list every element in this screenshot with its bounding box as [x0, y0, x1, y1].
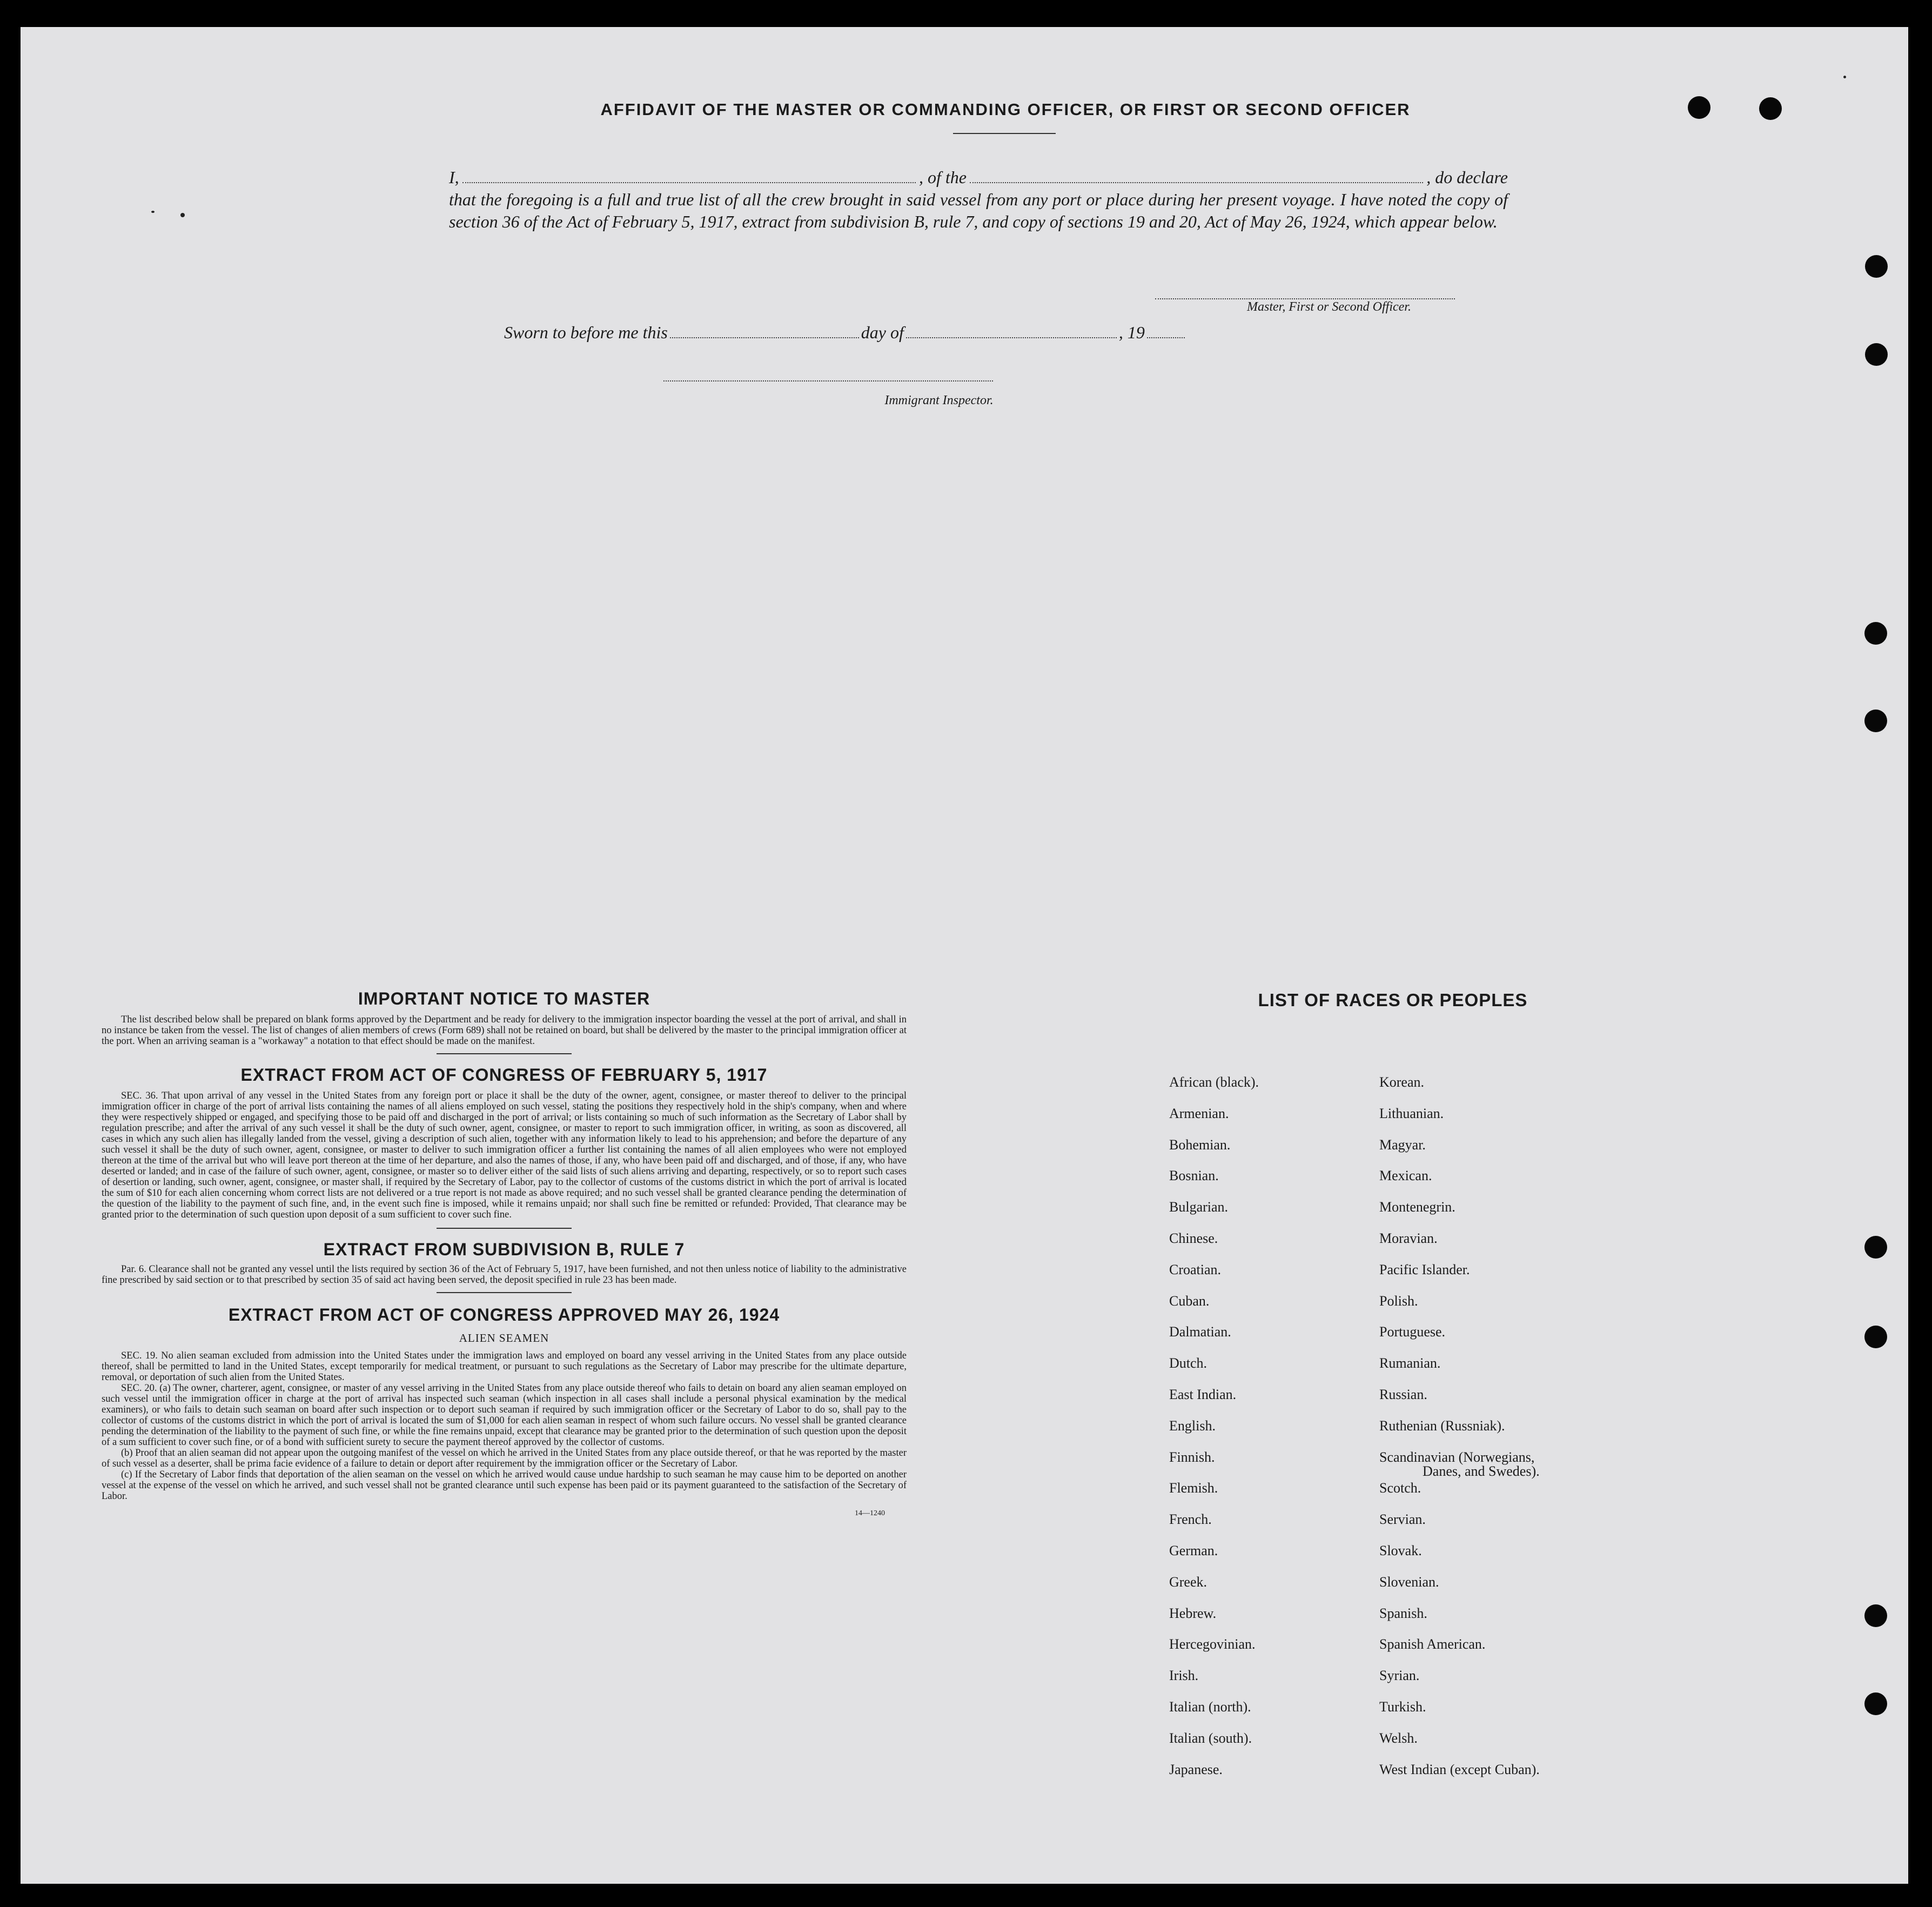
list-item: Portuguese. [1379, 1324, 1446, 1340]
title-rule [953, 133, 1056, 134]
list-item: Dutch. [1169, 1355, 1208, 1371]
list-item: Syrian. [1379, 1668, 1420, 1684]
list-item: Magyar. [1379, 1136, 1426, 1153]
notices-column [102, 989, 907, 1518]
list-item: Russian. [1379, 1386, 1427, 1402]
list-item: Bosnian. [1169, 1168, 1219, 1184]
list-item: Spanish. [1379, 1605, 1427, 1621]
list-item: Croatian. [1169, 1261, 1222, 1277]
sec-20a-text: SEC. 20. (a) The owner, charterer, agent, consignee, or master of any vessel arriving in the United States from any place outside thereof who fails to detain on board any alien seaman employed on such vessel until the immigration officer in charge at the port of arrival has inspected such seaman (which inspection in all cases shall include a personal physical examination by the medical examiners), or who fails to detain such seaman on board after such inspection or to deport such seaman if required by such immigration officer or the Secretary of Labor to do so, shall pay to the collector of customs of the customs district in which the port of arrival is located the sum of $1,000 for each alien seaman in respect of whom such failure occurs. No vessel shall be granted clearance pending the determination of the liability to the payment of such fine, or while the fine remains unpaid, except that clearance may be granted prior to the determination of such question upon the deposit of a sum sufficient to cover such fine, or of a bond with sufficient surety to secure the payment thereof approved by the collector of customs. [102, 1383, 907, 1448]
list-item: Greek. [1169, 1574, 1208, 1590]
declarant-name-field[interactable] [462, 182, 916, 183]
declaration-line [449, 166, 1508, 189]
list-item: Spanish American. [1379, 1636, 1486, 1652]
list-item: English. [1169, 1417, 1216, 1434]
list-item-scandinavian [1379, 1450, 1540, 1482]
list-item: Irish. [1169, 1668, 1199, 1684]
list-item: Korean. [1379, 1074, 1425, 1090]
scandinavian-line-2: Danes, and Swedes). [1423, 1463, 1540, 1479]
section-divider [437, 1292, 572, 1293]
section-divider [437, 1053, 572, 1054]
list-item: Montenegrin. [1379, 1199, 1455, 1215]
list-item: Hebrew. [1169, 1605, 1217, 1621]
sec-19-text: SEC. 19. No alien seaman excluded from admission into the United States under the immigration laws and employed on board any vessel arriving in the United States from any place outside thereof, shall be permitted to land in the United States, except temporarily for medical treatment, or pursuant to such regulations as the Secretary of Labor may prescribe for the ultimate departure, removal, or deportation of such alien from the United States. [102, 1350, 907, 1383]
punch-hole [1864, 1236, 1887, 1259]
list-item: East Indian. [1169, 1386, 1237, 1402]
declarant-prefix: I, [449, 168, 459, 187]
ink-speck [1843, 76, 1846, 78]
list-item: Japanese. [1169, 1761, 1223, 1777]
list-item: German. [1169, 1542, 1218, 1558]
inspector-label: Immigrant Inspector. [884, 393, 994, 407]
list-item: Mexican. [1379, 1168, 1432, 1184]
list-item: Ruthenian (Russniak). [1379, 1417, 1505, 1434]
punch-hole [1864, 1604, 1887, 1627]
races-right-column [1379, 1075, 1540, 1794]
list-item: French. [1169, 1511, 1212, 1528]
list-item: Bohemian. [1169, 1136, 1231, 1153]
sec-20c-text: (c) If the Secretary of Labor finds that deportation of the alien seaman on the vessel on which he arrived would cause undue hardship to such seaman he may cause him to be deported on another vessel at the expense of the vessel on which he arrived, and such vessel shall not be granted clearance until such expense has been paid or its payment guaranteed to the satisfaction of the Secretary of Labor. [102, 1469, 907, 1502]
list-item: Polish. [1379, 1293, 1418, 1309]
list-item: Chinese. [1169, 1230, 1218, 1246]
punch-hole [1688, 96, 1710, 119]
list-item: Bulgarian. [1169, 1199, 1229, 1215]
list-item: Pacific Islander. [1379, 1261, 1470, 1277]
list-item: West Indian (except Cuban). [1379, 1761, 1540, 1777]
list-item: Turkish. [1379, 1698, 1426, 1715]
punch-hole [1864, 710, 1887, 732]
list-item: African (black). [1169, 1074, 1259, 1090]
list-item: Cuban. [1169, 1293, 1210, 1309]
list-item: Italian (north). [1169, 1698, 1251, 1715]
scandinavian-line-1: Scandinavian (Norwegians, [1379, 1449, 1535, 1465]
day-field[interactable] [670, 337, 859, 338]
list-item: Servian. [1379, 1511, 1426, 1528]
form-number: 14—1240 [855, 1509, 885, 1517]
punch-hole [1865, 255, 1888, 278]
extract-1917-title: EXTRACT FROM ACT OF CONGRESS OF FEBRUARY 5, 1917 [240, 1065, 768, 1085]
punch-hole [1864, 1692, 1887, 1715]
year-prefix: , 19 [1118, 323, 1145, 342]
inspector-signature-line[interactable] [663, 380, 993, 382]
notice-text: The list described below shall be prepared on blank forms approved by the Department and be ready for delivery to the immigration inspector boarding the vessel at the port of arrival, and shall in no instance be taken from the vessel. The list of changes of alien members of crews (Form 689) shall not be retained on board, but shall be delivered by the master to the principal immigration officer at the port. When an arriving seaman is a "workaway" a notation to that effect should be made on the manifest. [102, 1014, 907, 1047]
list-item: Welsh. [1379, 1730, 1418, 1746]
races-left-column [1169, 1075, 1259, 1794]
sworn-line [504, 323, 1187, 343]
notice-title: IMPORTANT NOTICE TO MASTER [358, 989, 650, 1008]
affidavit-text [449, 166, 1508, 233]
list-item: Slovak. [1379, 1542, 1422, 1558]
sworn-prefix: Sworn to before me this [504, 323, 668, 342]
year-field[interactable] [1147, 337, 1185, 338]
list-item: Moravian. [1379, 1230, 1438, 1246]
list-item: Armenian. [1169, 1105, 1229, 1121]
list-item: Slovenian. [1379, 1574, 1439, 1590]
punch-hole [1864, 1326, 1887, 1348]
sec-20b-text: (b) Proof that an alien seaman did not appear upon the outgoing manifest of the vessel on which he arrived in the United States from any place outside thereof, or that he was reported by the master of such vessel as a deserter, shall be prima facie evidence of a failure to detain or deport after requirement by the immigration officer or the Secretary of Labor. [102, 1448, 907, 1469]
vessel-name-field[interactable] [970, 182, 1423, 183]
vessel-prefix: , of the [918, 168, 967, 187]
ink-speck [151, 211, 155, 213]
list-item: Finnish. [1169, 1449, 1215, 1465]
form-page [21, 27, 1908, 1884]
list-item: Flemish. [1169, 1480, 1218, 1496]
subdivision-b-text: Par. 6. Clearance shall not be granted any vessel until the lists required by section 36 of the Act of February 5, 1917, have been furnished, and not then unless notice of liability to the administrative fine prescribed by said section or to that prescribed by section 35 of said act having been served, the deposit specified in rule 23 has been made. [102, 1264, 907, 1286]
list-item: Scotch. [1379, 1480, 1421, 1496]
day-of-label: day of [861, 323, 904, 342]
section-divider [437, 1228, 572, 1229]
affidavit-body: that the foregoing is a full and true list of all the crew brought in said vessel from any port or place during her present voyage. I have noted the copy of section 36 of the Act of February 5, 1917, extract from subdivision B, rule 7, and copy of sections 19 and 20, Act of May 26, 1924, which appear below. [449, 190, 1508, 231]
alien-seamen-subtitle: ALIEN SEAMEN [459, 1331, 549, 1344]
punch-hole [1864, 622, 1887, 645]
month-field[interactable] [906, 337, 1117, 338]
extract-1924-title: EXTRACT FROM ACT OF CONGRESS APPROVED MAY 26, 1924 [228, 1305, 780, 1324]
ink-speck [180, 213, 185, 217]
punch-hole [1759, 97, 1782, 120]
list-item: Italian (south). [1169, 1730, 1252, 1746]
punch-hole [1865, 343, 1888, 366]
signature-label: Master, First or Second Officer. [1247, 300, 1411, 314]
races-title: LIST OF RACES OR PEOPLES [1258, 990, 1528, 1010]
list-item: Dalmatian. [1169, 1324, 1231, 1340]
list-item: Rumanian. [1379, 1355, 1441, 1371]
extract-1917-text: SEC. 36. That upon arrival of any vessel in the United States from any foreign port or place it shall be the duty of the owner, agent, consignee, or master thereof to deliver to the principal immigration officer in charge of the port of arrival lists containing the names of all aliens employed on such vessel, stating the positions they respectively hold in the ship's company, when and where they were respectively shipped or engaged, and specifying those to be paid off and discharged in the port of arrival; or lists containing so much of such information as the Secretary of Labor shall by regulation prescribe; and after the arrival of any such vessel it shall be the duty of such owner, agent, consignee, or master to report to such immigration officer, in writing, as soon as discovered, all cases in which any such alien has illegally landed from the vessel, giving a description of such alien, together with any information likely to lead to his apprehension; and before the departure of any such vessel it shall be the duty of such owner, agent, consignee, or master to deliver to such immigration officer a further list containing the names of all alien employees who were not employed thereon at the time of the arrival but who will leave port thereon at the time of her departure, and also the names of those, if any, who have been paid off and discharged, and of those, if any, who have deserted or landed; and in case of the failure of such owner, agent, consignee, or master so to deliver either of the said lists of such aliens arriving and departing, respectively, or so to report such cases of desertion or landing, such owner, agent, consignee, or master shall, if required by the Secretary of Labor, pay to the collector of customs of the customs district in which the port of arrival is located the sum of $10 for each alien concerning whom correct lists are not delivered or a true report is not made as above required; and no such vessel shall be granted clearance pending the determination of the question of the liability to the payment of such fine, and, in the event such fine is imposed, while it remains unpaid; nor shall such fine be remitted or refunded: Provided, That clearance may be granted prior to the determination of such question upon deposit of a sum sufficient to cover such fine. [102, 1090, 907, 1220]
list-item: Lithuanian. [1379, 1105, 1444, 1121]
list-item: Hercegovinian. [1169, 1636, 1256, 1652]
affidavit-title: AFFIDAVIT OF THE MASTER OR COMMANDING OFFICER, OR FIRST OR SECOND OFFICER [600, 100, 1411, 119]
subdivision-b-title: EXTRACT FROM SUBDIVISION B, RULE 7 [323, 1240, 685, 1259]
signature-line[interactable] [1155, 298, 1455, 299]
declare-suffix: , do declare [1426, 168, 1508, 187]
